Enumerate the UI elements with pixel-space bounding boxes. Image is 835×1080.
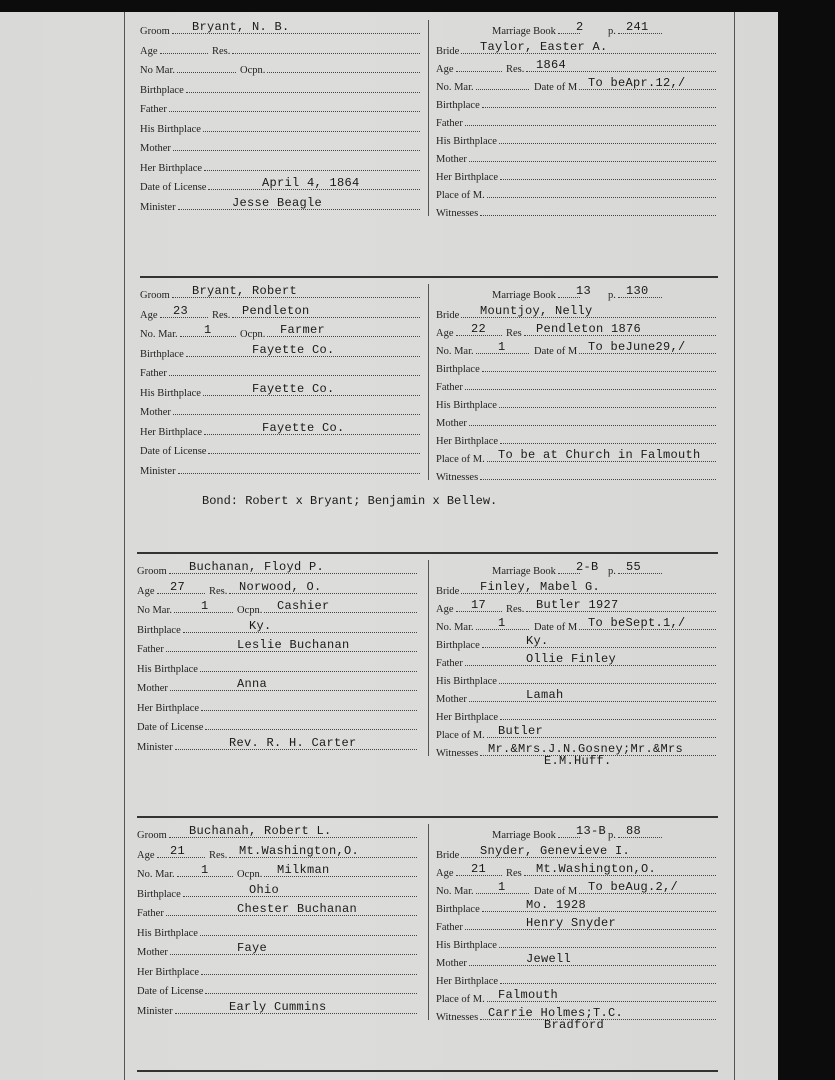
father-label [140,102,422,115]
age-value: 27 [170,579,186,594]
leader-dots [469,956,716,966]
page-value: 55 [626,560,642,574]
bride-label-text: Bride [436,309,460,321]
marriage-book-text: Marriage Book [492,830,556,841]
leader-dots [183,623,417,633]
bride-label-text: Bride [436,849,460,861]
bride-res-label-text: Res [506,327,522,339]
witnesses-label-text: Witnesses [436,471,479,483]
age-label-text: Age [137,849,155,861]
date-of-m-value: To beAug.2,/ [588,879,679,894]
b-herbirth-label-text: Her Birthplace [436,975,499,987]
leader-dots [482,638,716,648]
nomar-label [137,867,235,880]
minister-label-text: Minister [140,201,176,213]
leader-dots [170,681,417,691]
placem-label-text: Place of M. [436,729,485,741]
hisbirth-label [137,926,419,939]
license-value: April 4, 1864 [262,176,360,190]
license-label-text: Date of License [140,446,207,457]
herbirth-label-text: Her Birthplace [140,162,203,174]
mother-value: Anna [237,677,268,691]
leader-dots [469,152,716,162]
hisbirth-label-text: His Birthplace [137,663,198,675]
leader-dots [476,80,529,90]
nomar-label [137,603,235,616]
leader-dots [173,141,420,151]
leader-dots [203,122,420,132]
witnesses-label [436,470,718,483]
herbirth-label [137,965,419,978]
page-text: p. [608,830,616,841]
page-text: p. [608,26,616,37]
b-birthplace-label-text: Birthplace [436,99,480,111]
leader-dots [500,710,716,720]
column-divider [428,560,429,756]
bride-age-value: 17 [471,597,487,612]
groom-label-text: Groom [137,830,167,841]
record-page [0,12,778,1080]
date-of-m-value: To beApr.12,/ [588,75,686,90]
b-mother-value: Jewell [526,951,572,966]
b-herbirth-label-text: Her Birthplace [436,435,499,447]
hisbirth-label [137,662,419,675]
groom-value: Buchanah, Robert L. [189,824,332,838]
date-of-m-value: To beJune29,/ [588,339,686,354]
placem-label [436,188,718,201]
bride-age-label [436,602,504,615]
res-label-text: Res. [209,849,228,861]
leader-dots [160,44,209,54]
leader-dots [500,434,716,444]
b-hisbirth-label-text: His Birthplace [436,399,497,411]
birthplace-label [137,623,419,636]
bride-age-label [436,62,504,75]
placem-value: To be at Church in Falmouth [498,447,701,462]
leader-dots [480,470,716,480]
marriage-book-label [492,564,582,577]
father-label-text: Father [140,104,167,115]
ocpn-value: Cashier [277,599,330,613]
marriage-book-label [492,828,582,841]
leader-dots [201,701,417,711]
witnesses-value: Carrie Holmes;T.C. [488,1005,624,1020]
leader-dots [465,116,716,126]
bride-value: Mountjoy, Nelly [480,303,593,318]
age-value: 21 [170,843,186,858]
column-divider [428,20,429,216]
father-value: Chester Buchanan [237,902,358,916]
res-value: Mt.Washington,O. [239,843,360,858]
b-father-label [436,380,718,393]
date-of-m-label-text: Date of M [534,81,578,93]
page-value: 130 [626,284,649,298]
minister-value: Rev. R. H. Carter [229,735,357,750]
bride-nomar-label [436,620,531,633]
date-of-m-label-text: Date of M [534,621,578,633]
mother-label-text: Mother [137,683,168,694]
leader-dots [177,63,236,73]
b-mother-label-text: Mother [436,957,467,969]
record-separator [137,1070,718,1072]
birthplace-label-text: Birthplace [140,348,184,360]
ocpn-value: Farmer [280,323,326,337]
birthplace-label-text: Birthplace [137,888,181,900]
herbirth-label-text: Her Birthplace [137,966,200,978]
herbirth-label [137,701,419,714]
b-hisbirth-label [436,674,718,687]
witnesses-value: Mr.&Mrs.J.N.Gosney;Mr.&Mrs [488,741,684,756]
license-label-text: Date of License [137,722,204,733]
res-label-text: Res. [209,585,228,597]
bond-line: Bond: Robert x Bryant; Benjamin x Bellew. [202,494,498,508]
bride-nomar-label [436,80,531,93]
bride-value: Snyder, Genevieve I. [480,843,631,858]
b-father-label-text: Father [436,381,463,393]
father-value: Leslie Buchanan [237,638,350,652]
leader-dots [204,161,420,171]
nomar-label-text: No Mar. [137,605,172,616]
placem-label-text: Place of M. [436,189,485,201]
leader-dots [500,974,716,984]
bride-nomar-label-text: No. Mar. [436,621,474,633]
nomar-label [140,63,238,76]
hisbirth-value: Fayette Co. [252,381,335,396]
placem-label [436,728,718,741]
witnesses-continued: Bradford [544,1017,605,1032]
age-value: 23 [173,303,189,318]
b-mother-value: Lamah [526,687,564,702]
leader-dots [465,380,716,390]
b-father-value: Ollie Finley [526,651,617,666]
b-birthplace-value: Ky. [526,633,549,648]
mother-label-text: Mother [140,407,171,418]
b-mother-label [436,956,718,969]
leader-dots [186,83,420,93]
age-label-text: Age [140,309,158,321]
father-label-text: Father [137,644,164,655]
b-hisbirth-label-text: His Birthplace [436,135,497,147]
bride-res-label-text: Res [506,867,522,879]
ocpn-label-text: Ocpn. [240,329,266,340]
b-herbirth-label [436,434,718,447]
groom-label-text: Groom [140,290,170,301]
column-divider [428,284,429,480]
b-father-value: Henry Snyder [526,915,617,930]
date-of-m-value: To beSept.1,/ [588,615,686,630]
bride-res-label-text: Res. [506,63,525,75]
mother-value: Faye [237,941,268,955]
page-value: 241 [626,20,649,34]
leader-dots [456,62,503,72]
res-label [212,44,422,57]
minister-value: Jesse Beagle [232,195,323,210]
b-herbirth-label [436,974,718,987]
leader-dots [173,405,420,415]
leader-dots [499,674,716,684]
hisbirth-label [140,122,422,135]
bride-age-label [436,866,504,879]
b-hisbirth-label [436,134,718,147]
bride-age-label-text: Age [436,603,454,615]
groom-value: Bryant, N. B. [192,20,290,34]
license-label [137,984,419,997]
b-mother-label-text: Mother [436,153,467,165]
hisbirth-label-text: His Birthplace [140,123,201,135]
res-value: Norwood, O. [239,579,322,594]
record-separator [140,276,718,278]
b-herbirth-label-text: Her Birthplace [436,711,499,723]
leader-dots [200,662,417,672]
placem-value: Falmouth [498,987,559,1002]
b-father-label-text: Father [436,117,463,129]
license-label [140,444,422,457]
leader-dots [500,170,716,180]
herbirth-label [140,161,422,174]
bride-nomar-value: 1 [498,615,506,630]
minister-label-text: Minister [137,741,173,753]
bride-age-label [436,326,504,339]
column-divider [428,824,429,1020]
b-mother-label-text: Mother [436,693,467,705]
mother-label-text: Mother [140,143,171,154]
b-father-label-text: Father [436,657,463,669]
bride-nomar-label-text: No. Mar. [436,81,474,93]
b-father-label-text: Father [436,921,463,933]
b-birthplace-label-text: Birthplace [436,363,480,375]
minister-label-text: Minister [140,465,176,477]
bride-age-label-text: Age [436,867,454,879]
ocpn-label-text: Ocpn. [237,605,263,616]
leader-dots [499,938,716,948]
bride-res-value: Mt.Washington,O. [536,861,657,876]
res-label-text: Res. [212,45,231,57]
age-label-text: Age [140,45,158,57]
date-of-m-label-text: Date of M [534,345,578,357]
herbirth-label-text: Her Birthplace [140,426,203,438]
age-label [140,44,210,57]
date-of-m-label-text: Date of M [534,885,578,897]
marriage-book-text: Marriage Book [492,566,556,577]
b-birthplace-value: Mo. 1928 [526,897,587,912]
bride-nomar-label [436,884,531,897]
leader-dots [469,692,716,702]
bride-age-label-text: Age [436,327,454,339]
license-label-text: Date of License [137,986,204,997]
marriage-book-label [492,24,582,37]
record-separator [137,552,718,554]
b-mother-label [436,692,718,705]
bride-nomar-label [436,344,531,357]
father-label [140,366,422,379]
b-herbirth-label [436,710,718,723]
marriage-book-text: Marriage Book [492,26,556,37]
book-value: 2 [576,20,584,34]
ocpn-value: Milkman [277,863,330,877]
b-birthplace-label [436,638,718,651]
b-mother-label [436,416,718,429]
groom-label-text: Groom [137,566,167,577]
b-birthplace-label-text: Birthplace [436,639,480,651]
age-label-text: Age [137,585,155,597]
witnesses-continued: E.M.Huff. [544,753,612,768]
leader-dots [499,398,716,408]
birthplace-label-text: Birthplace [137,624,181,636]
nomar-label-text: No. Mar. [137,869,175,880]
minister-label [140,464,422,477]
leader-dots [169,366,420,376]
hisbirth-label-text: His Birthplace [140,387,201,399]
b-mother-label-text: Mother [436,417,467,429]
ocpn-label [240,327,422,340]
groom-value: Bryant, Robert [192,284,298,298]
hisbirth-label-text: His Birthplace [137,927,198,939]
witnesses-label-text: Witnesses [436,207,479,219]
marriage-book-text: Marriage Book [492,290,556,301]
leader-dots [482,98,716,108]
placem-label [436,992,718,1005]
leader-dots [487,188,716,198]
license-label [137,720,419,733]
bride-res-value: Butler 1927 [536,597,619,612]
bride-age-value: 21 [471,861,487,876]
bride-nomar-value: 1 [498,879,506,894]
b-herbirth-label-text: Her Birthplace [436,171,499,183]
leader-dots [170,945,417,955]
leader-dots [201,965,417,975]
page-text: p. [608,290,616,301]
leader-dots [169,102,420,112]
bride-age-label-text: Age [436,63,454,75]
bride-value: Taylor, Easter A. [480,39,608,54]
scan-border [778,0,835,1080]
mother-label [137,945,419,958]
leader-dots [482,902,716,912]
leader-dots [480,206,716,216]
license-label-text: Date of License [140,182,207,193]
mother-label [140,405,422,418]
b-birthplace-label [436,362,718,375]
mother-label [140,141,422,154]
birthplace-value: Fayette Co. [252,342,335,357]
leader-dots [267,63,420,73]
father-label-text: Father [137,908,164,919]
b-hisbirth-label-text: His Birthplace [436,675,497,687]
record-separator [137,816,718,818]
right-margin-rule [734,12,735,1080]
nomar-label-text: No Mar. [140,65,175,76]
father-label-text: Father [140,368,167,379]
groom-label-text: Groom [140,26,170,37]
left-margin-rule [124,12,125,1080]
leader-dots [183,887,417,897]
mother-label-text: Mother [137,947,168,958]
bride-res-value: 1864 [536,57,567,72]
book-value: 2-B [576,560,599,574]
leader-dots [205,984,417,994]
leader-dots [469,416,716,426]
bride-value: Finley, Mabel G. [480,579,601,594]
placem-label-text: Place of M. [436,993,485,1005]
page-value: 88 [626,824,642,838]
b-birthplace-label-text: Birthplace [436,903,480,915]
leader-dots [499,134,716,144]
witnesses-label-text: Witnesses [436,1011,479,1023]
groom-value: Buchanan, Floyd P. [189,560,325,574]
herbirth-value: Fayette Co. [262,420,345,435]
leader-dots [178,464,420,474]
birthplace-value: Ky. [249,618,272,633]
bride-age-value: 22 [471,321,487,336]
herbirth-label-text: Her Birthplace [137,702,200,714]
leader-dots [482,362,716,372]
leader-dots [208,444,420,454]
b-mother-label [436,152,718,165]
book-value: 13 [576,284,592,298]
ocpn-label [240,63,422,76]
witnesses-label [436,206,718,219]
leader-dots [205,720,417,730]
b-birthplace-label [436,98,718,111]
placem-label-text: Place of M. [436,453,485,465]
nomar-value: 1 [204,323,212,337]
b-hisbirth-label [436,938,718,951]
nomar-value: 1 [201,599,209,613]
bride-res-value: Pendleton 1876 [536,321,642,336]
birthplace-label [140,83,422,96]
leader-dots [200,926,417,936]
book-value: 13-B [576,824,607,838]
leader-dots [232,44,420,54]
minister-value: Early Cummins [229,999,327,1014]
bride-nomar-value: 1 [498,339,506,354]
ocpn-label-text: Ocpn. [240,65,266,76]
res-value: Pendleton [242,303,310,318]
mother-label [137,681,419,694]
minister-label-text: Minister [137,1005,173,1017]
bride-nomar-label-text: No. Mar. [436,345,474,357]
nomar-value: 1 [201,863,209,877]
birthplace-label-text: Birthplace [140,84,184,96]
b-hisbirth-label-text: His Birthplace [436,939,497,951]
b-herbirth-label [436,170,718,183]
bride-label-text: Bride [436,585,460,597]
ocpn-label-text: Ocpn. [237,869,263,880]
nomar-label-text: No. Mar. [140,329,178,340]
placem-value: Butler [498,723,544,738]
witnesses-label-text: Witnesses [436,747,479,759]
b-hisbirth-label [436,398,718,411]
birthplace-value: Ohio [249,882,280,897]
b-father-label [436,116,718,129]
page-text: p. [608,566,616,577]
nomar-label [140,327,238,340]
res-label-text: Res. [212,309,231,321]
bride-nomar-label-text: No. Mar. [436,885,474,897]
bride-label-text: Bride [436,45,460,57]
bride-res-label-text: Res. [506,603,525,615]
marriage-book-label [492,288,582,301]
